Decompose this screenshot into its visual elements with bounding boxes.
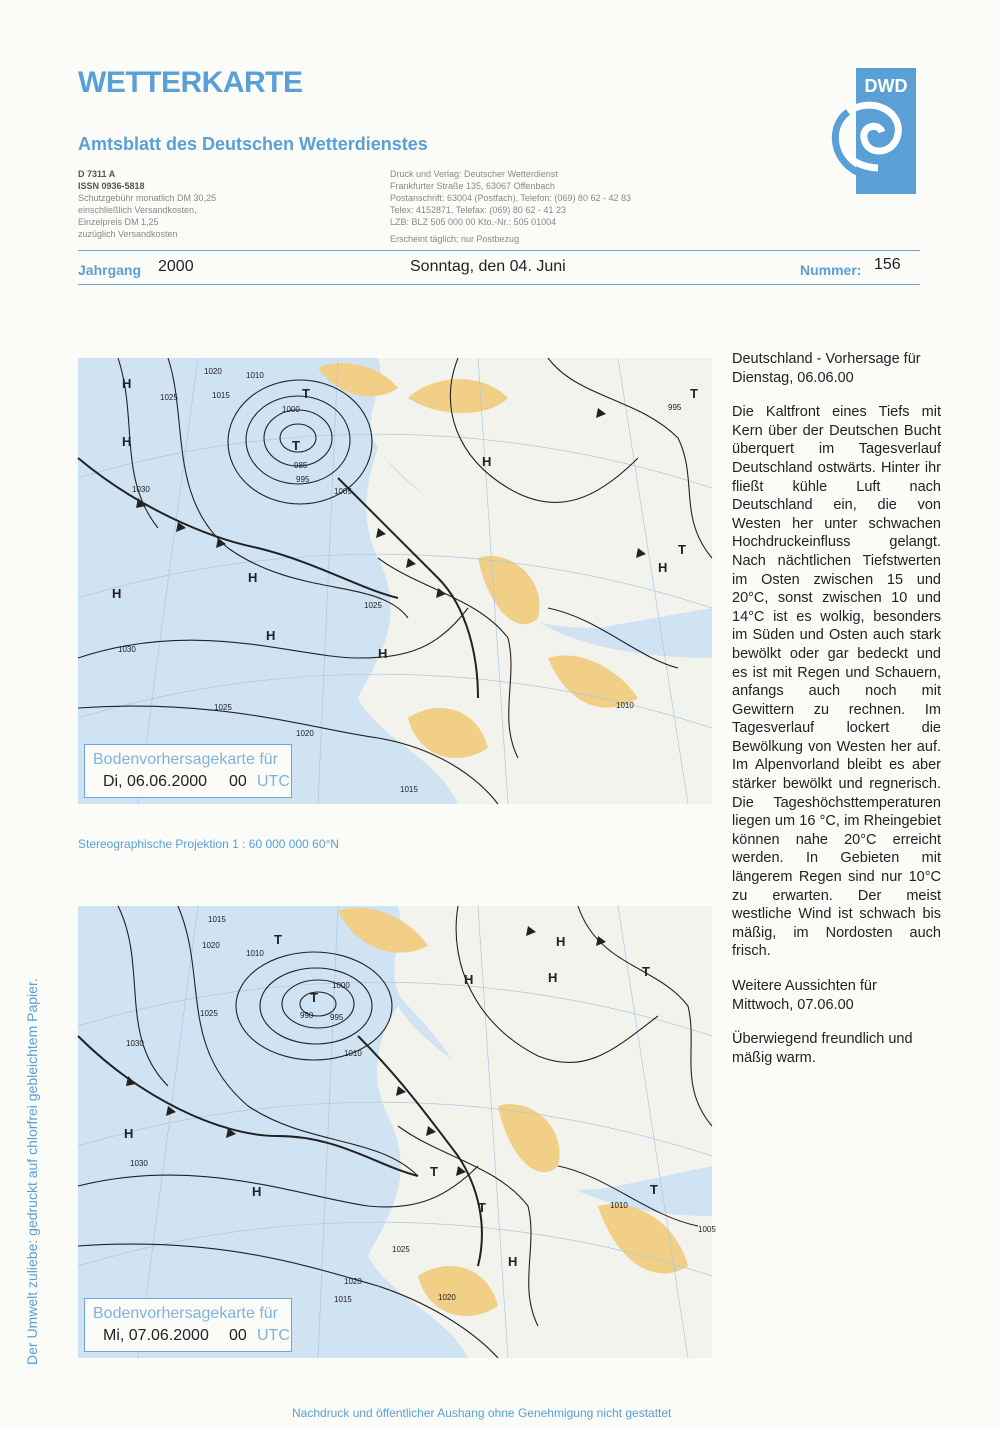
nummer-label: Nummer:: [800, 262, 862, 278]
isobar-label: 1010: [610, 1201, 628, 1210]
footer-note: Nachdruck und öffentlicher Aushang ohne Genehmigung nicht gestattet: [292, 1406, 672, 1420]
isobar-label: 1010: [344, 1049, 362, 1058]
isobar-label: 1025: [214, 703, 232, 712]
fee-block: [78, 192, 216, 240]
pressure-center-label: T: [302, 386, 310, 401]
pressure-center-label: H: [556, 934, 566, 949]
pressure-center-label: H: [248, 570, 258, 585]
pressure-center-label: H: [252, 1184, 262, 1199]
logo-text: DWD: [864, 76, 908, 96]
issn-line: ISSN 0936-5818: [78, 181, 145, 191]
forecast-text: [732, 350, 941, 1083]
jahrgang-label: Jahrgang: [78, 262, 142, 278]
map-caption-date: Di, 06.06.2000: [103, 773, 208, 790]
isobar-label: 1015: [400, 785, 418, 794]
isobar-label: 985: [294, 461, 308, 470]
isobar-label: 1015: [208, 915, 226, 924]
pressure-center-label: H: [122, 376, 132, 391]
pressure-center-label: H: [464, 972, 474, 987]
side-note: Der Umwelt zuliebe: gedruckt auf chlorfrei gebleichtem Papier.: [24, 978, 40, 1365]
isobar-label: 1020: [344, 1277, 362, 1286]
isobar-label: 1025: [160, 393, 178, 402]
isobar-label: 1005: [698, 1225, 716, 1234]
isobar-label: 1025: [364, 601, 382, 610]
isobar-label: 1020: [296, 729, 314, 738]
map-caption-time: 00: [229, 773, 247, 790]
isobar-label: 995: [668, 403, 682, 412]
pressure-center-label: T: [274, 932, 282, 947]
isobar-label: 995: [330, 1013, 344, 1022]
map-caption-utc: UTC: [257, 773, 290, 790]
pressure-center-label: H: [112, 586, 122, 601]
nummer-value: 156: [874, 256, 901, 273]
isobar-label: 1010: [246, 949, 264, 958]
pressure-center-label: T: [678, 542, 686, 557]
map-caption-title: Bodenvorhersagekarte für: [93, 751, 278, 768]
pressure-center-label: T: [690, 386, 698, 401]
pressure-center-label: H: [122, 434, 132, 449]
outlook-body: Überwiegend freundlich und mäßig warm.: [732, 1031, 913, 1066]
isobar-label: 1025: [200, 1009, 218, 1018]
issn-block: [78, 168, 145, 192]
isobar-label: 1000: [332, 981, 350, 990]
issn-line: D 7311 A: [78, 169, 116, 179]
publication-note: Erscheint täglich; nur Postbezug: [390, 234, 520, 244]
map-caption-time: 00: [229, 1327, 247, 1344]
pressure-center-label: T: [310, 990, 318, 1005]
isobar-label: 1030: [132, 485, 150, 494]
pressure-center-label: H: [508, 1254, 518, 1269]
projection-note: Stereographische Projektion 1 : 60 000 000 60°N: [78, 837, 339, 851]
map-caption: [84, 1298, 292, 1352]
pressure-center-label: T: [292, 438, 300, 453]
isobar-label: 1005: [334, 487, 352, 496]
pressure-center-label: T: [642, 964, 650, 979]
pressure-center-label: H: [548, 970, 558, 985]
map-caption-title: Bodenvorhersagekarte für: [93, 1305, 278, 1322]
pressure-center-label: T: [650, 1182, 658, 1197]
isobar-label: 1020: [438, 1293, 456, 1302]
isobar-label: 1030: [130, 1159, 148, 1168]
fee-line: Schutzgebühr monatlich DM 30,25: [78, 193, 217, 203]
weather-map-wednesday: [78, 906, 716, 1358]
isobar-label: 1020: [202, 941, 220, 950]
isobar-label: 1015: [334, 1295, 352, 1304]
pressure-center-label: H: [658, 560, 668, 575]
header-rule: [78, 250, 920, 251]
dwd-logo: [818, 68, 916, 194]
isobar-label: 995: [296, 475, 310, 484]
fee-line: einschließlich Versandkosten,: [78, 205, 197, 215]
map-caption-date: Mi, 07.06.2000: [103, 1327, 209, 1344]
publisher-line: Frankfurter Straße 135, 63067 Offenbach: [390, 181, 555, 191]
fee-line: zuzüglich Versandkosten: [78, 229, 178, 239]
map-caption-utc: UTC: [257, 1327, 290, 1344]
forecast-body: Die Kaltfront eines Tiefs mit Kern über der Deutschen Bucht überquert im Tagesverlauf Deutschland ostwärts. Hinter ihr fließt kühle Luft nach Deutschland ein, die von Westen her unter schwachen Hochdruckeinfluss gelangt. Nach nächtlichen Tiefstwerten im Osten zwischen 15 und 20°C, sonst zwischen 10 und 14°C ist es wolkig, besonders im Süden und Osten auch stark bewölkt oder gar bedeckt und es ist mit Regen und Schauern, anfangs auch noch mit Gewittern zu rechnen. Im Tagesverlauf lockert die Bewölkung von Westen her auf. Im Alpenvorland bleibt es aber stärker bewölkt und regnerisch. Die Tageshöchsttemperaturen liegen um 16 °C, im Rheingebiet können nahe 20°C erreicht werden. In Gebieten mit längerem Regen sind nur 10°C zu erwarten. Der meist westliche Wind ist schwach bis mäßig, im Nordosten auch frisch.: [732, 404, 941, 960]
issue-date: Sonntag, den 04. Juni: [410, 258, 566, 275]
pressure-center-label: H: [378, 646, 388, 661]
weather-map-tuesday: [78, 358, 712, 804]
jahrgang-value: 2000: [158, 258, 194, 275]
publisher-line: Druck und Verlag: Deutscher Wetterdienst: [390, 169, 558, 179]
header-rule: [78, 284, 920, 285]
forecast-heading: Deutschland - Vorhersage für Dienstag, 06.06.00: [732, 351, 921, 386]
pressure-center-label: H: [266, 628, 276, 643]
subtitle: Amtsblatt des Deutschen Wetterdienstes: [78, 134, 428, 154]
map-caption: [84, 744, 292, 798]
outlook-heading: Weitere Aussichten für Mittwoch, 07.06.00: [732, 978, 877, 1013]
publisher-line: Postanschrift: 63004 (Postfach), Telefon: (069) 80 62 - 42 83: [390, 193, 631, 203]
isobar-label: 1025: [392, 1245, 410, 1254]
page-title: WETTERKARTE: [78, 66, 303, 99]
publisher-line: Telex: 4152871, Telefax: (069) 80 62 - 41 23: [390, 205, 566, 215]
publisher-line: LZB: BLZ 505 000 00 Kto.-Nr.: 505 01004: [390, 217, 557, 227]
isobar-label: 1010: [616, 701, 634, 710]
pressure-center-label: T: [478, 1200, 486, 1215]
isobar-label: 1015: [212, 391, 230, 400]
isobar-label: 1020: [204, 367, 222, 376]
isobar-label: 1030: [126, 1039, 144, 1048]
isobar-label: 1000: [282, 405, 300, 414]
pressure-center-label: H: [124, 1126, 134, 1141]
isobar-label: 990: [300, 1011, 314, 1020]
pressure-center-label: H: [482, 454, 492, 469]
pressure-center-label: T: [430, 1164, 438, 1179]
publisher-block: [390, 168, 631, 228]
fee-line: Einzelpreis DM 1,25: [78, 217, 159, 227]
isobar-label: 1010: [246, 371, 264, 380]
isobar-label: 1030: [118, 645, 136, 654]
